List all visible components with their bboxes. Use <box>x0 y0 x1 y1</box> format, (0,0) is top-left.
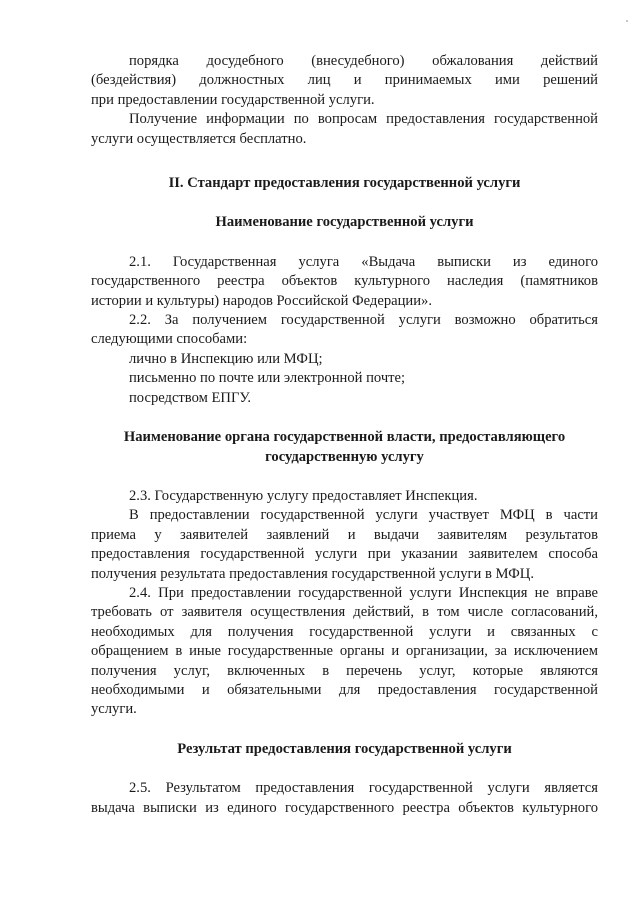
p21-line-3: истории и культуры) народов Российской Федерации». <box>91 292 432 309</box>
method-item: письменно по почте или электронной почте; <box>129 370 406 387</box>
intro-p2-line-2: услуги осуществляется бесплатно. <box>91 130 307 147</box>
p24-line-2: требовать от заявителя осуществления действий, в том числе согласований, <box>91 604 598 621</box>
p23b-line-1: В предоставлении государственной услуги участвует МФЦ в части <box>129 507 598 524</box>
section-title: II. Стандарт предоставления государственной услуги <box>168 175 521 192</box>
intro-line-2: (бездействия) должностных лиц и принимаемых ими решений <box>91 72 598 89</box>
p23b-line-3: предоставления государственной услуги при указании заявителем способа <box>91 546 598 563</box>
p24-line-4: обращением в иные государственные органы и организации, за исключением <box>91 643 598 660</box>
p25-line-2: выдача выписки из единого государственного реестра объектов культурного <box>91 799 598 816</box>
p24-line-5: получения услуг, включенных в перечень услуг, которые являются <box>91 662 598 679</box>
p21-line-1: 2.1. Государственная услуга «Выдача выписки из единого <box>129 253 598 270</box>
method-item: посредством ЕПГУ. <box>129 389 251 406</box>
p23b-line-4: получения результата предоставления государственной услуги в МФЦ. <box>91 565 534 582</box>
intro-line-3: при предоставлении государственной услуги. <box>91 91 375 108</box>
p24-line-7: услуги. <box>91 701 137 718</box>
p23b-line-2: приема у заявителей заявлений и выдачи заявителям результатов <box>91 526 598 543</box>
p23: 2.3. Государственную услугу предоставляет Инспекция. <box>129 487 478 504</box>
subsection-heading-name: Наименование государственной услуги <box>215 214 474 231</box>
subsection-heading-authority-1: Наименование органа государственной власти, предоставляющего <box>123 429 566 446</box>
p25-line-1: 2.5. Результатом предоставления государственной услуги является <box>129 780 598 797</box>
p22-line-1: 2.2. За получением государственной услуги возможно обратиться <box>129 312 598 329</box>
p21-line-2: государственного реестра объектов культурного наследия (памятников <box>91 273 598 290</box>
p24-line-3: необходимых для получения государственной услуги и связанных с <box>91 623 598 640</box>
p24-line-1: 2.4. При предоставлении государственной услуги Инспекция не вправе <box>129 584 598 601</box>
subsection-heading-authority-2: государственную услугу <box>265 448 424 465</box>
scan-speck <box>626 20 628 22</box>
intro-p2-line-1: Получение информации по вопросам предоставления государственной <box>129 111 598 128</box>
p24-line-6: необходимыми и обязательными для предоставления государственной <box>91 681 598 698</box>
p22-line-2: следующими способами: <box>91 331 248 348</box>
subsection-heading-result: Результат предоставления государственной услуги <box>177 740 512 757</box>
method-item: лично в Инспекцию или МФЦ; <box>129 350 323 367</box>
intro-line-1: порядка досудебного (внесудебного) обжалования действий <box>129 53 598 69</box>
